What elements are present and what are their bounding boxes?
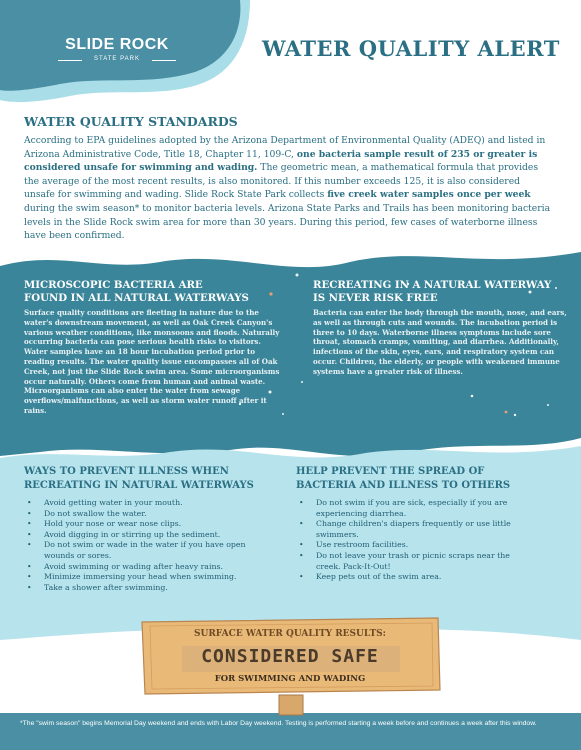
spread-heading-line1: HELP PREVENT THE SPREAD OF: [296, 466, 485, 477]
sign-post: [279, 695, 303, 715]
list-item: • Use restroom facilities.: [296, 540, 536, 551]
list-item: • Do not swallow the water.: [24, 509, 274, 520]
recreating-heading-line1: RECREATING IN A NATURAL WATERWAY: [313, 279, 552, 291]
list-item: • Minimize immersing your head when swimming.: [24, 572, 274, 583]
standards-text-2: The geometric mean, a mathematical formula that provides the average of the most recent results, is also monitored. If this number exceeds 125, it is also considered unsafe for swimming and wading. Slide Rock State Park collects: [24, 162, 539, 201]
standards-text-1: According to EPA guidelines adopted by the Arizona Department of Environmental Quality (ADEQ) and listed in Arizona Administrative Code, Title 18, Chapter 11, 109-C,: [24, 135, 546, 160]
list-item: • Do not swim if you are sick, especially if you are experiencing diarrhea.: [296, 498, 536, 519]
list-item: • Keep pets out of the swim area.: [296, 572, 536, 583]
logo-line-right: [152, 60, 176, 61]
prevent-heading-line1: WAYS TO PREVENT ILLNESS WHEN: [24, 466, 229, 477]
microscopic-heading-line2: FOUND IN ALL NATURAL WATERWAYS: [24, 292, 249, 304]
microscopic-body: Surface quality conditions are fleeting in nature due to the water's downstream movement, as well as Oak Creek Canyon's various weather conditions, like monsoons and floods. Naturally occurring bacteria can pose serious health risks to visitors. Water samples have an 18 hour incubation period prior to reading results. The water quality issue encompasses all of Oak Creek, not just the Slide Rock swim area. Some microorganisms occur naturally. Others come from human and animal waste. Microorganisms can also enter the water from sewage overflows/malfunctions, as well as storm water runoff after it rains.: [24, 308, 280, 415]
page-title: WATER QUALITY ALERT: [262, 36, 560, 61]
logo-sub: STATE PARK: [93, 56, 140, 62]
microscopic-heading: [24, 279, 279, 305]
microscopic-heading-line1: MICROSCOPIC BACTERIA ARE: [24, 279, 203, 291]
spread-heading-line2: BACTERIA AND ILLNESS TO OTHERS: [296, 479, 511, 491]
recreating-heading: [313, 279, 573, 305]
spread-heading: [296, 465, 566, 492]
standards-bold-1: one bacteria sample result of 235 or greater is considered unsafe for swimming and wading.: [24, 148, 538, 174]
standards-bold-2: five creek water samples once per week: [327, 189, 531, 201]
list-item: • Avoid swimming or wading after heavy rains.: [24, 562, 274, 573]
spread-list: [296, 498, 536, 583]
prevent-list: [24, 498, 274, 593]
footnote: *The "swim season" begins Memorial Day weekend and ends with Labor Day weekend. Testing is performed starting a week before and continues a week after this window.: [20, 720, 537, 727]
list-item: • Avoid digging in or stirring up the sediment.: [24, 530, 274, 541]
list-item: • Do not swim or wade in the water if you have open wounds or sores.: [24, 540, 274, 561]
recreating-body: Bacteria can enter the body through the mouth, nose, and ears, as well as through cuts and wounds. The incubation period is three to 10 days. Waterborne illness symptoms include sore throat, stomach cramps, vomiting, and diarrhea. Additionally, infections of the skin, eyes, ears, and respiratory system can occur. Children, the elderly, or people with weakened immune systems have a greater risk of illness.: [313, 308, 567, 376]
standards-text-3: during the swim season* to monitor bacteria levels. Arizona State Parks and Trails has been monitoring bacteria levels in the Slide Rock swim area for more than 30 years. During this period, few cases of waterborne illness have been confirmed.: [24, 202, 551, 242]
standards-heading: WATER QUALITY STANDARDS: [24, 114, 238, 129]
prevent-heading-line2: RECREATING IN NATURAL WATERWAYS: [24, 479, 254, 491]
recreating-heading-line2: IS NEVER RISK FREE: [313, 292, 438, 304]
list-item: • Do not leave your trash or picnic scraps near the creek. Pack-It-Out!: [296, 551, 536, 572]
logo-name: SLIDE ROCK: [65, 36, 169, 53]
list-item: • Hold your nose or wear nose clips.: [24, 519, 274, 530]
sign-line2: CONSIDERED SAFE: [201, 646, 379, 667]
sign-line3: FOR SWIMMING AND WADING: [214, 674, 366, 684]
standards-body: [24, 134, 552, 243]
list-item: • Avoid getting water in your mouth.: [24, 498, 274, 509]
sign-line1: SURFACE WATER QUALITY RESULTS:: [193, 629, 386, 639]
list-item: • Take a shower after swimming.: [24, 583, 274, 594]
list-item: • Change children's diapers frequently or use little swimmers.: [296, 519, 536, 540]
prevent-heading: [24, 465, 289, 492]
